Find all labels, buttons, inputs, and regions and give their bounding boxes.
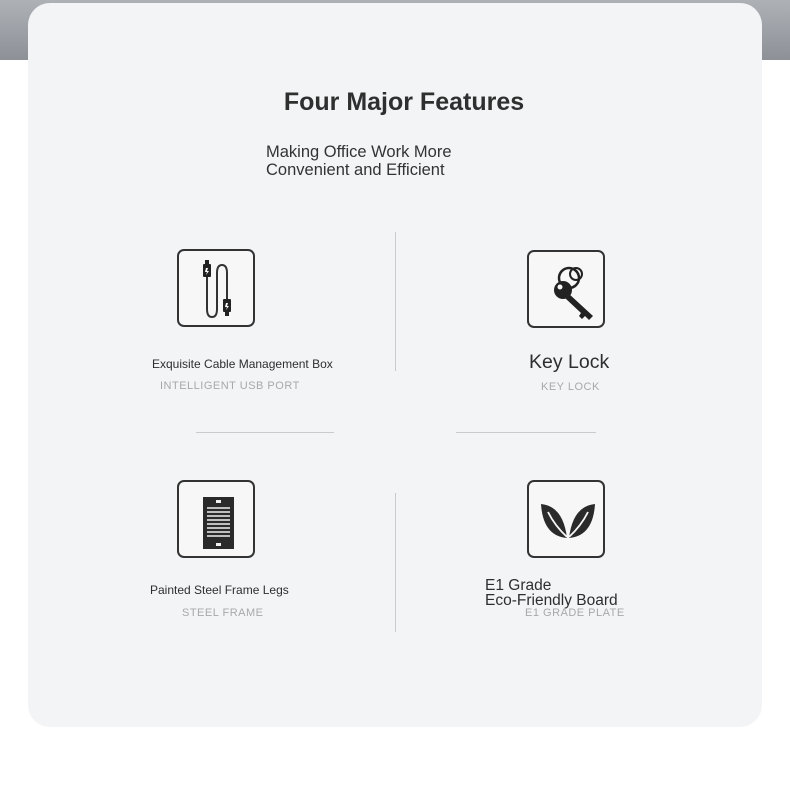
steel-leg-icon <box>179 482 257 560</box>
feature-caption-steel-frame-legs: STEEL FRAME <box>182 607 264 619</box>
usb-cable-icon <box>179 251 257 329</box>
feature-caption-eco-board: E1 GRADE PLATE <box>525 607 625 619</box>
feature-steel-frame-legs <box>177 480 255 558</box>
subtitle-line-1: Making Office Work More <box>266 143 452 161</box>
key-icon <box>529 252 607 330</box>
feature-label-eco-board-line-2: Eco-Friendly Board <box>485 592 618 609</box>
leaf-icon <box>529 482 607 560</box>
horizontal-divider-left <box>196 432 334 433</box>
feature-eco-board <box>527 480 605 558</box>
feature-cable-management <box>177 249 255 327</box>
feature-label-cable-management: Exquisite Cable Management Box <box>152 357 333 371</box>
feature-caption-cable-management: INTELLIGENT USB PORT <box>160 380 300 392</box>
feature-key-lock <box>527 250 605 328</box>
page-subtitle <box>266 143 526 179</box>
horizontal-divider-right <box>456 432 596 433</box>
feature-label-key-lock: Key Lock <box>529 351 610 373</box>
feature-label-eco-board <box>485 578 655 608</box>
feature-label-steel-frame-legs: Painted Steel Frame Legs <box>150 583 289 597</box>
vertical-divider-top <box>395 232 396 371</box>
vertical-divider-bottom <box>395 493 396 632</box>
feature-caption-key-lock: KEY LOCK <box>541 381 600 393</box>
subtitle-line-2: Convenient and Efficient <box>266 161 445 179</box>
feature-label-eco-board-line-1: E1 Grade <box>485 577 552 594</box>
page-title: Four Major Features <box>283 88 525 116</box>
